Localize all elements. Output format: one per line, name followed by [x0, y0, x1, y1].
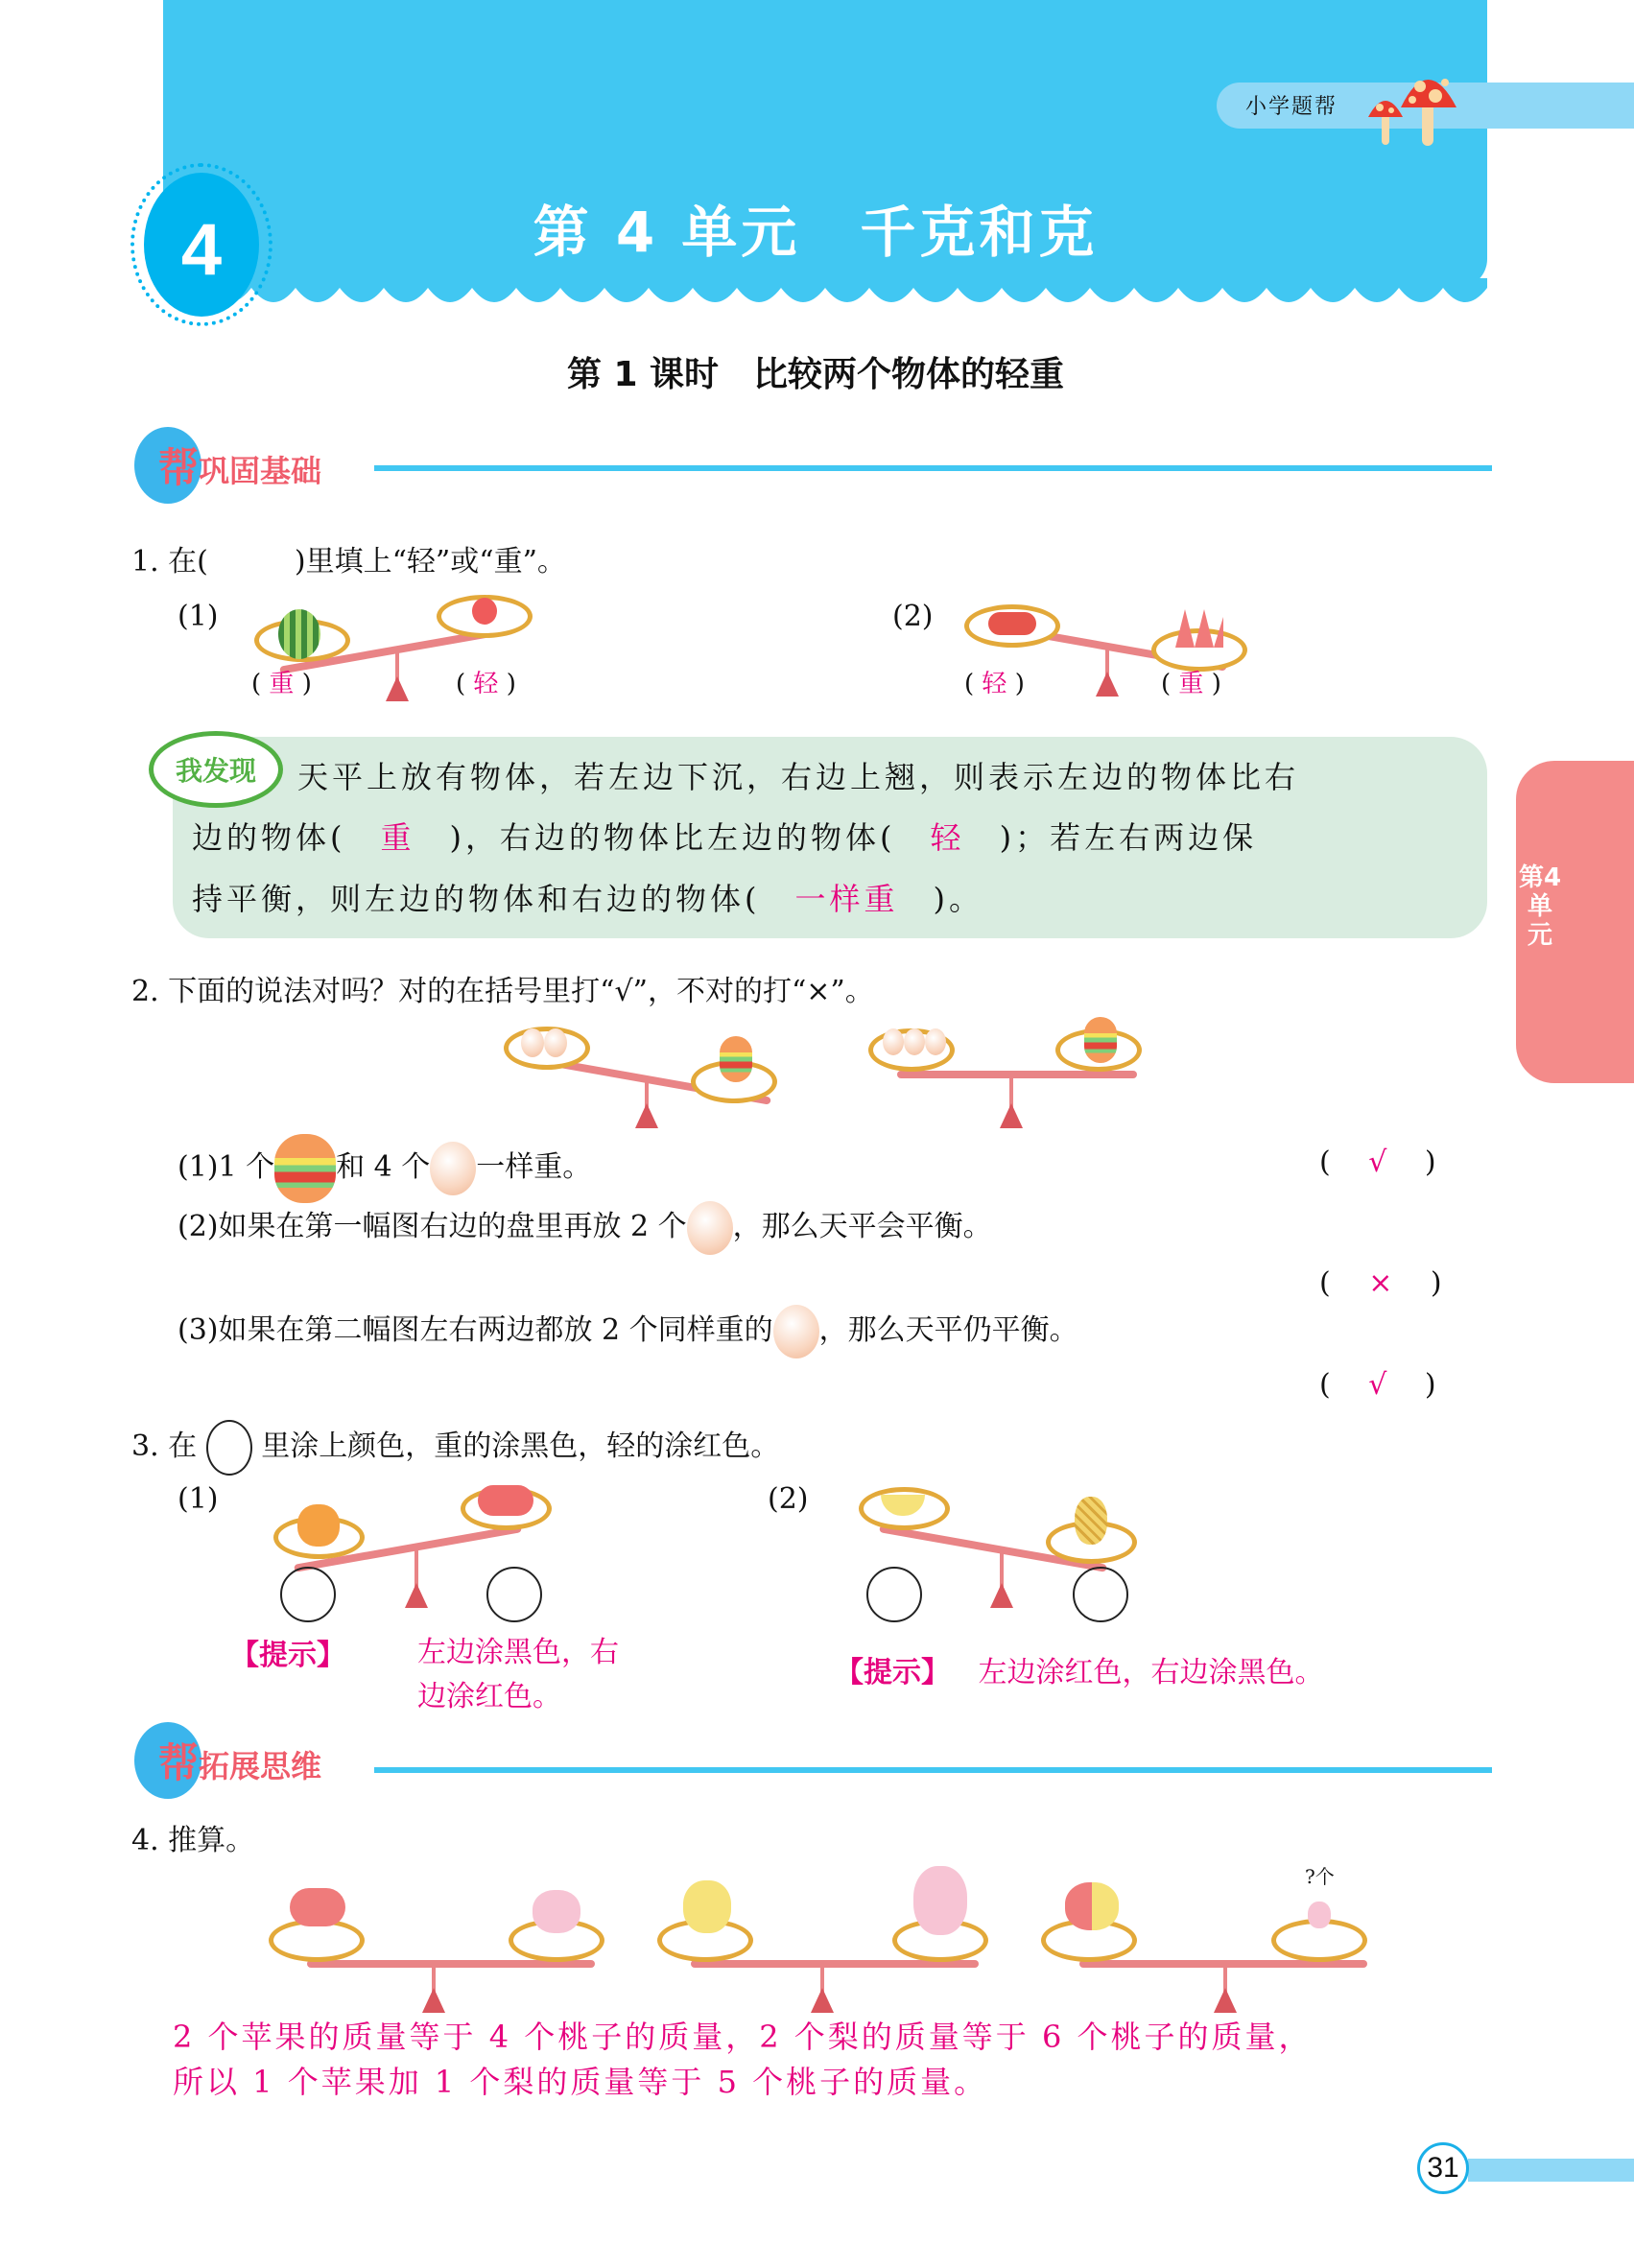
- peach-icon: [1308, 1902, 1331, 1928]
- q3-part1-hint: 【提示】: [230, 1639, 345, 1672]
- section-basic-title: 帮巩固基础: [158, 444, 322, 491]
- discover-tag: 我发现: [149, 731, 283, 808]
- q3-part1-hint-text: 左边涂黑色，右 边涂红色。: [417, 1636, 619, 1713]
- discover-line-1: 天平上放有物体，若左边下沉，右边上翘，则表示左边的物体比右: [297, 759, 1300, 795]
- circle-placeholder: [206, 1420, 252, 1476]
- q4-scales: [269, 1861, 1372, 2015]
- apples-icon: [478, 1485, 533, 1516]
- q3-part2-hint: 【提示】 左边涂红色，右边涂黑色。: [835, 1656, 1324, 1689]
- q2-scale-1: [504, 1017, 801, 1122]
- lesson-title: 第 1 课时 比较两个物体的轻重: [566, 355, 1065, 394]
- wave-border: [163, 278, 1487, 317]
- page-bar: [1468, 2159, 1634, 2182]
- unit-number: 4: [180, 208, 223, 291]
- question-3-prompt: 3. 在 里涂上颜色，重的涂黑色，轻的涂红色。: [131, 1420, 779, 1476]
- q3-part2-label: (2): [768, 1482, 809, 1516]
- watermelon-icon: [278, 609, 320, 659]
- discover-line-2: 边的物体( 重 )，右边的物体比左边的物体( 轻 )；若左右两边保: [192, 819, 1258, 856]
- q3-part1-right-circle[interactable]: [486, 1567, 542, 1622]
- watermelon-slices-icon: [1175, 609, 1223, 648]
- egg-icon: [430, 1142, 476, 1195]
- page-number: 31: [1417, 2142, 1469, 2194]
- q1-part1-left-answer: ( 重 ): [251, 670, 312, 698]
- question-4-prompt: 4. 推算。: [131, 1824, 255, 1857]
- question-1-prompt: 1. 在( )里填上“轻”或“重”。: [131, 545, 566, 579]
- q4-answer-line-2: 所以 1 个苹果加 1 个梨的质量等于 5 个桃子的质量。: [173, 2064, 988, 2100]
- q1-part2-left-answer: ( 轻 ): [964, 670, 1025, 698]
- mushroom-icon: [1362, 58, 1468, 149]
- q3-part1-label: (1): [178, 1482, 219, 1516]
- pineapple-icon: [1075, 1497, 1107, 1545]
- q1-part1-label: (1): [178, 600, 219, 633]
- section-divider: [374, 465, 1492, 471]
- q2-item-1-answer: ( √ ): [1319, 1146, 1436, 1179]
- egg-icon: [687, 1201, 733, 1255]
- apples-icon: [290, 1888, 345, 1926]
- hamburger-icon: [720, 1036, 752, 1082]
- orange-icon: [297, 1504, 340, 1547]
- egg-icon: [773, 1305, 819, 1358]
- unit-title: 第 4 单元 千克和克: [533, 200, 1099, 265]
- peaches-icon: [533, 1890, 580, 1933]
- brand-name: 小学题帮: [1245, 95, 1338, 119]
- strawberry-icon: [988, 612, 1036, 635]
- q2-item-3: (3)如果在第二幅图左右两边都放 2 个同样重的 ，那么天平仍平衡。: [178, 1305, 1078, 1358]
- section-extend-title: 帮拓展思维: [158, 1739, 322, 1786]
- q4-answer-line-1: 2 个苹果的质量等于 4 个桃子的质量，2 个梨的质量等于 6 个桃子的质量，: [173, 2019, 1313, 2055]
- q3-part2-left-circle[interactable]: [866, 1567, 922, 1622]
- q2-item-2: (2)如果在第一幅图右边的盘里再放 2 个 ，那么天平会平衡。: [178, 1201, 992, 1255]
- q2-item-3-answer: ( √ ): [1319, 1368, 1436, 1402]
- q1-part2-label: (2): [892, 600, 934, 633]
- unit-side-tab-label: 第4单元: [1518, 863, 1562, 950]
- discover-line-3: 持平衡，则左边的物体和右边的物体( 一样重 )。: [192, 881, 984, 917]
- peaches-icon: [913, 1866, 967, 1935]
- q2-item-2-answer: ( × ): [1319, 1266, 1442, 1300]
- question-2-prompt: 2. 下面的说法对吗？对的在括号里打“√”，不对的打“×”。: [131, 975, 874, 1008]
- apple-pear-icon: [1065, 1882, 1119, 1930]
- q3-part1-left-circle[interactable]: [280, 1567, 336, 1622]
- section-divider: [374, 1767, 1492, 1773]
- hamburger-icon: [1084, 1017, 1117, 1063]
- q3-part2-right-circle[interactable]: [1073, 1567, 1128, 1622]
- hamburger-icon: [274, 1134, 336, 1203]
- question-count: ?个: [1305, 1865, 1335, 1888]
- q2-item-1: (1)1 个 和 4 个 一样重。: [178, 1134, 591, 1203]
- pears-icon: [683, 1880, 731, 1933]
- q1-part1-right-answer: ( 轻 ): [456, 670, 516, 698]
- q1-part2-right-answer: ( 重 ): [1161, 670, 1221, 698]
- q2-scale-2: [868, 1017, 1166, 1122]
- apple-icon: [472, 598, 497, 625]
